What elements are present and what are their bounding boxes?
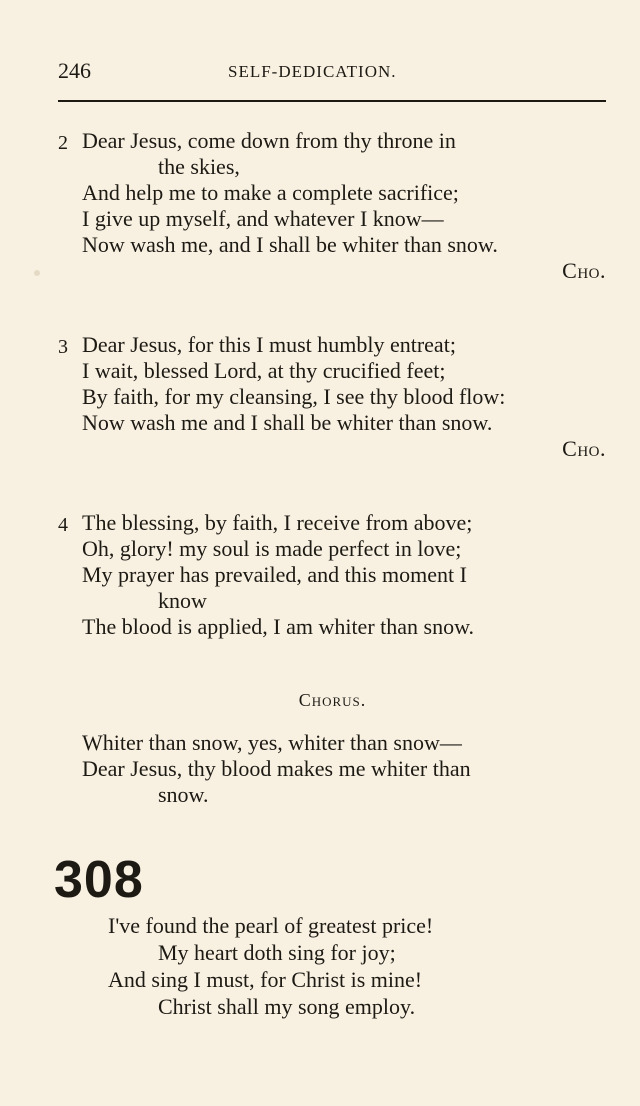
verse-line: Dear Jesus, come down from thy throne in: [82, 128, 456, 153]
chorus-heading: Chorus.: [298, 690, 367, 710]
hymn-line: I've found the pearl of greatest price!: [108, 913, 434, 938]
chorus-line: Dear Jesus, thy blood makes me whiter than: [82, 756, 471, 781]
chorus-cue: Cho.: [562, 436, 606, 461]
paper-smudge: [34, 270, 40, 276]
chorus-line: snow.: [158, 782, 209, 807]
page-number: 246: [58, 58, 91, 83]
verse-line: Oh, glory! my soul is made perfect in love;: [82, 536, 462, 561]
verse-line: The blessing, by faith, I receive from above;: [82, 510, 473, 535]
chorus-cue: Cho.: [562, 258, 606, 283]
verse-line: the skies,: [158, 154, 240, 179]
header-rule: [58, 100, 606, 102]
verse-line: By faith, for my cleansing, I see thy blood flow:: [82, 384, 506, 409]
verse-line: know: [158, 588, 207, 613]
running-head: SELF-DEDICATION.: [228, 62, 397, 81]
hymn-line: And sing I must, for Christ is mine!: [108, 967, 423, 992]
verse-line: And help me to make a complete sacrifice;: [82, 180, 459, 205]
chorus-line: Whiter than snow, yes, whiter than snow—: [82, 730, 462, 755]
verse-line: Now wash me and I shall be whiter than snow.: [82, 410, 493, 435]
verse-line: My prayer has prevailed, and this moment I: [82, 562, 467, 587]
hymn-line: My heart doth sing for joy;: [158, 940, 396, 965]
verse-line: Now wash me, and I shall be whiter than snow.: [82, 232, 498, 257]
hymn-number: 308: [54, 851, 144, 909]
verse-line: Dear Jesus, for this I must humbly entreat;: [82, 332, 456, 357]
page-header: [58, 58, 606, 86]
verse-line: I wait, blessed Lord, at thy crucified feet;: [82, 358, 446, 383]
verse-number: 3: [58, 336, 68, 358]
verse-number: 4: [58, 514, 68, 536]
verse-line: The blood is applied, I am whiter than snow.: [82, 614, 475, 639]
verse-line: I give up myself, and whatever I know—: [82, 206, 444, 231]
hymn-line: Christ shall my song employ.: [158, 994, 416, 1019]
verse-number: 2: [58, 132, 68, 154]
